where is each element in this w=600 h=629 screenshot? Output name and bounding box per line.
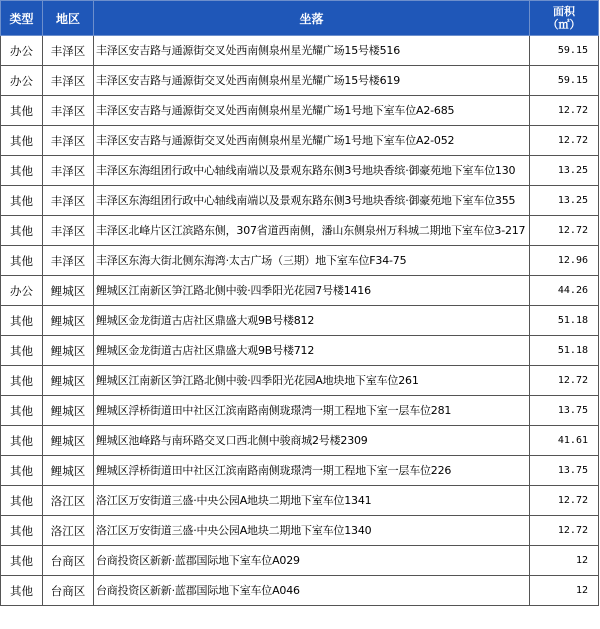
cell-location: 鲤城区金龙街道古店社区鼎盛大观9B号楼812 [94, 306, 530, 336]
cell-location: 丰泽区安吉路与通源街交叉处西南侧泉州星光耀广场1号地下室车位A2-052 [94, 126, 530, 156]
cell-district: 丰泽区 [43, 246, 94, 276]
table-row [1, 456, 599, 486]
cell-district: 鲤城区 [43, 276, 94, 306]
cell-location: 鲤城区江南新区笋江路北侧中骏·四季阳光花园7号楼1416 [94, 276, 530, 306]
cell-location: 丰泽区安吉路与通源街交叉处西南侧泉州星光耀广场15号楼619 [94, 66, 530, 96]
cell-area: 13.25 [530, 186, 599, 216]
cell-type: 其他 [1, 246, 43, 276]
cell-district: 鲤城区 [43, 366, 94, 396]
cell-type: 其他 [1, 156, 43, 186]
header-type: 类型 [1, 1, 43, 36]
header-row [1, 1, 599, 36]
cell-location: 鲤城区浮桥街道田中社区江滨南路南侧珑璟湾一期工程地下室一层车位226 [94, 456, 530, 486]
cell-district: 台商区 [43, 576, 94, 606]
cell-type: 其他 [1, 216, 43, 246]
cell-location: 鲤城区江南新区笋江路北侧中骏·四季阳光花园A地块地下室车位261 [94, 366, 530, 396]
cell-district: 台商区 [43, 546, 94, 576]
cell-type: 办公 [1, 36, 43, 66]
cell-area: 13.25 [530, 156, 599, 186]
cell-location: 洛江区万安街道三盛·中央公园A地块二期地下室车位1341 [94, 486, 530, 516]
cell-location: 鲤城区池峰路与南环路交叉口西北侧中骏商城2号楼2309 [94, 426, 530, 456]
cell-area: 13.75 [530, 396, 599, 426]
cell-area: 12 [530, 576, 599, 606]
cell-type: 其他 [1, 546, 43, 576]
cell-district: 丰泽区 [43, 216, 94, 246]
cell-location: 丰泽区安吉路与通源街交叉处西南侧泉州星光耀广场1号地下室车位A2-685 [94, 96, 530, 126]
cell-type: 其他 [1, 426, 43, 456]
table-row [1, 126, 599, 156]
cell-area: 13.75 [530, 456, 599, 486]
table-row [1, 516, 599, 546]
cell-district: 丰泽区 [43, 36, 94, 66]
header-location: 坐落 [94, 1, 530, 36]
cell-district: 丰泽区 [43, 126, 94, 156]
cell-area: 41.61 [530, 426, 599, 456]
table-row [1, 306, 599, 336]
table-row [1, 576, 599, 606]
cell-area: 12.72 [530, 126, 599, 156]
cell-location: 丰泽区北峰片区江滨路东侧，307省道西南侧，潘山东侧泉州万科城二期地下室车位3-217 [94, 216, 530, 246]
cell-district: 鲤城区 [43, 396, 94, 426]
cell-area: 59.15 [530, 66, 599, 96]
cell-type: 其他 [1, 96, 43, 126]
cell-type: 其他 [1, 456, 43, 486]
cell-area: 12.72 [530, 486, 599, 516]
cell-district: 丰泽区 [43, 96, 94, 126]
cell-district: 丰泽区 [43, 156, 94, 186]
table-row [1, 486, 599, 516]
cell-location: 鲤城区金龙街道古店社区鼎盛大观9B号楼712 [94, 336, 530, 366]
cell-type: 其他 [1, 126, 43, 156]
cell-type: 办公 [1, 66, 43, 96]
cell-location: 丰泽区东海组团行政中心轴线南端以及景观东路东侧3号地块香缤·御豪苑地下室车位355 [94, 186, 530, 216]
cell-district: 鲤城区 [43, 456, 94, 486]
table-row [1, 96, 599, 126]
cell-district: 洛江区 [43, 516, 94, 546]
cell-type: 其他 [1, 366, 43, 396]
cell-area: 12.72 [530, 216, 599, 246]
table-row [1, 216, 599, 246]
cell-location: 台商投资区新新·蓝郡国际地下室车位A029 [94, 546, 530, 576]
cell-district: 丰泽区 [43, 186, 94, 216]
table-row [1, 36, 599, 66]
cell-location: 鲤城区浮桥街道田中社区江滨南路南侧珑璟湾一期工程地下室一层车位281 [94, 396, 530, 426]
cell-district: 丰泽区 [43, 66, 94, 96]
cell-type: 其他 [1, 576, 43, 606]
cell-type: 其他 [1, 306, 43, 336]
table-row [1, 426, 599, 456]
header-area-label: 面积 [553, 5, 575, 18]
header-area-unit: （㎡） [547, 18, 581, 31]
cell-area: 12.96 [530, 246, 599, 276]
cell-area: 12.72 [530, 366, 599, 396]
cell-district: 鲤城区 [43, 306, 94, 336]
cell-type: 其他 [1, 516, 43, 546]
cell-location: 丰泽区东海大街北侧东海湾·太古广场（三期）地下室车位F34-75 [94, 246, 530, 276]
cell-area: 59.15 [530, 36, 599, 66]
table-row [1, 546, 599, 576]
cell-area: 12.72 [530, 96, 599, 126]
cell-type: 办公 [1, 276, 43, 306]
table-row [1, 396, 599, 426]
cell-location: 丰泽区安吉路与通源街交叉处西南侧泉州星光耀广场15号楼516 [94, 36, 530, 66]
table-row [1, 66, 599, 96]
table-row [1, 366, 599, 396]
cell-area: 51.18 [530, 336, 599, 366]
cell-district: 鲤城区 [43, 426, 94, 456]
cell-district: 洛江区 [43, 486, 94, 516]
table-row [1, 276, 599, 306]
table-row [1, 246, 599, 276]
table-row [1, 156, 599, 186]
cell-type: 其他 [1, 336, 43, 366]
cell-location: 丰泽区东海组团行政中心轴线南端以及景观东路东侧3号地块香缤·御豪苑地下室车位130 [94, 156, 530, 186]
table-row [1, 336, 599, 366]
cell-area: 12.72 [530, 516, 599, 546]
cell-area: 51.18 [530, 306, 599, 336]
table-body [1, 36, 599, 606]
cell-type: 其他 [1, 186, 43, 216]
cell-location: 洛江区万安街道三盛·中央公园A地块二期地下室车位1340 [94, 516, 530, 546]
header-district: 地区 [43, 1, 94, 36]
table-row [1, 186, 599, 216]
cell-district: 鲤城区 [43, 336, 94, 366]
cell-area: 12 [530, 546, 599, 576]
cell-type: 其他 [1, 396, 43, 426]
cell-location: 台商投资区新新·蓝郡国际地下室车位A046 [94, 576, 530, 606]
header-area [530, 1, 599, 36]
cell-type: 其他 [1, 486, 43, 516]
cell-area: 44.26 [530, 276, 599, 306]
